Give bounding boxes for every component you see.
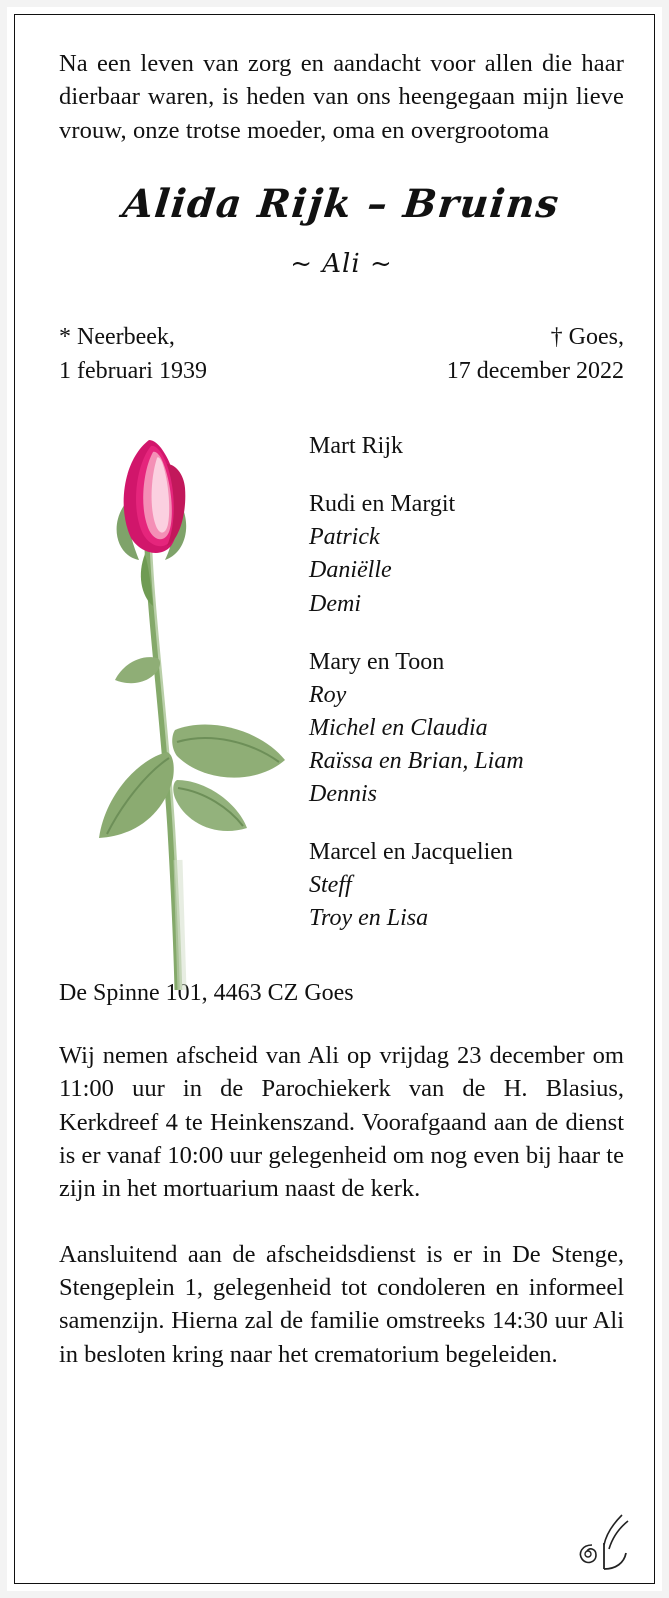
deceased-full-name: Alida Rijk – Bruins [120,180,563,227]
family-child: Raïssa en Brian, Liam [309,748,524,774]
death-place: † Goes, [550,323,624,350]
family-child: Michel en Claudia [309,714,488,741]
birth-date: 1 februari 1939 [59,357,207,384]
family-head: Mary en Toon [309,648,445,675]
rose-icon [79,430,294,990]
family-child: Daniëlle [309,557,392,584]
family-child: Dennis [309,781,377,808]
condolence-details-paragraph: Aansluitend aan de afscheidsdienst is er in De Stenge, Stengeplein 1, gelegenheid tot condoleren en informeel samenzijn. Hierna zal de familie omstreeks 14:30 uur Ali in besloten kring naar het crematorium begeleiden. [59,1240,624,1368]
intro-text: Na een leven van zorg en aandacht voor allen die haar dierbaar waren, is heden van ons heengegaan mijn lieve vrouw, onze trotse moeder, oma en overgrootoma [59,50,624,144]
family-group [309,836,624,935]
family-head: Mart Rijk [309,433,403,460]
service-details-paragraph: Wij nemen afscheid van Ali op vrijdag 23 december om 11:00 uur in de Parochiekerk van de H. Blasius, Kerkdreef 4 te Heinkenszand. Voorafgaand aan de dienst is er vanaf 10:00 uur gelegenheid om nog even bij haar te zijn in het mortuarium naast de kerk. [59,1042,624,1203]
family-group [309,488,624,620]
family-group [309,646,624,812]
family-section [59,430,624,970]
family-child: Steff [309,872,352,899]
funeral-home-logo [572,1509,636,1573]
family-head: Rudi en Margit [309,491,456,518]
swirl-logo-icon [572,1509,636,1573]
family-list [309,430,624,935]
rose-illustration [79,430,294,990]
card-content [59,47,624,1395]
family-head: Marcel en Jacquelien [309,839,513,866]
family-child: Roy [309,681,347,708]
family-child: Patrick [309,524,380,551]
birth-place: * Neerbeek, [59,323,175,350]
deceased-nickname: ~ Ali ~ [290,248,393,279]
death-info [447,321,624,388]
family-group [309,430,624,463]
family-child: Troy en Lisa [309,905,429,932]
name-block [59,181,624,279]
family-address: De Spinne 101, 4463 CZ Goes [59,980,354,1007]
death-date: 17 december 2022 [446,357,624,384]
family-child: Demi [309,590,361,617]
birth-info [59,321,207,388]
birth-death-dates [59,321,624,388]
